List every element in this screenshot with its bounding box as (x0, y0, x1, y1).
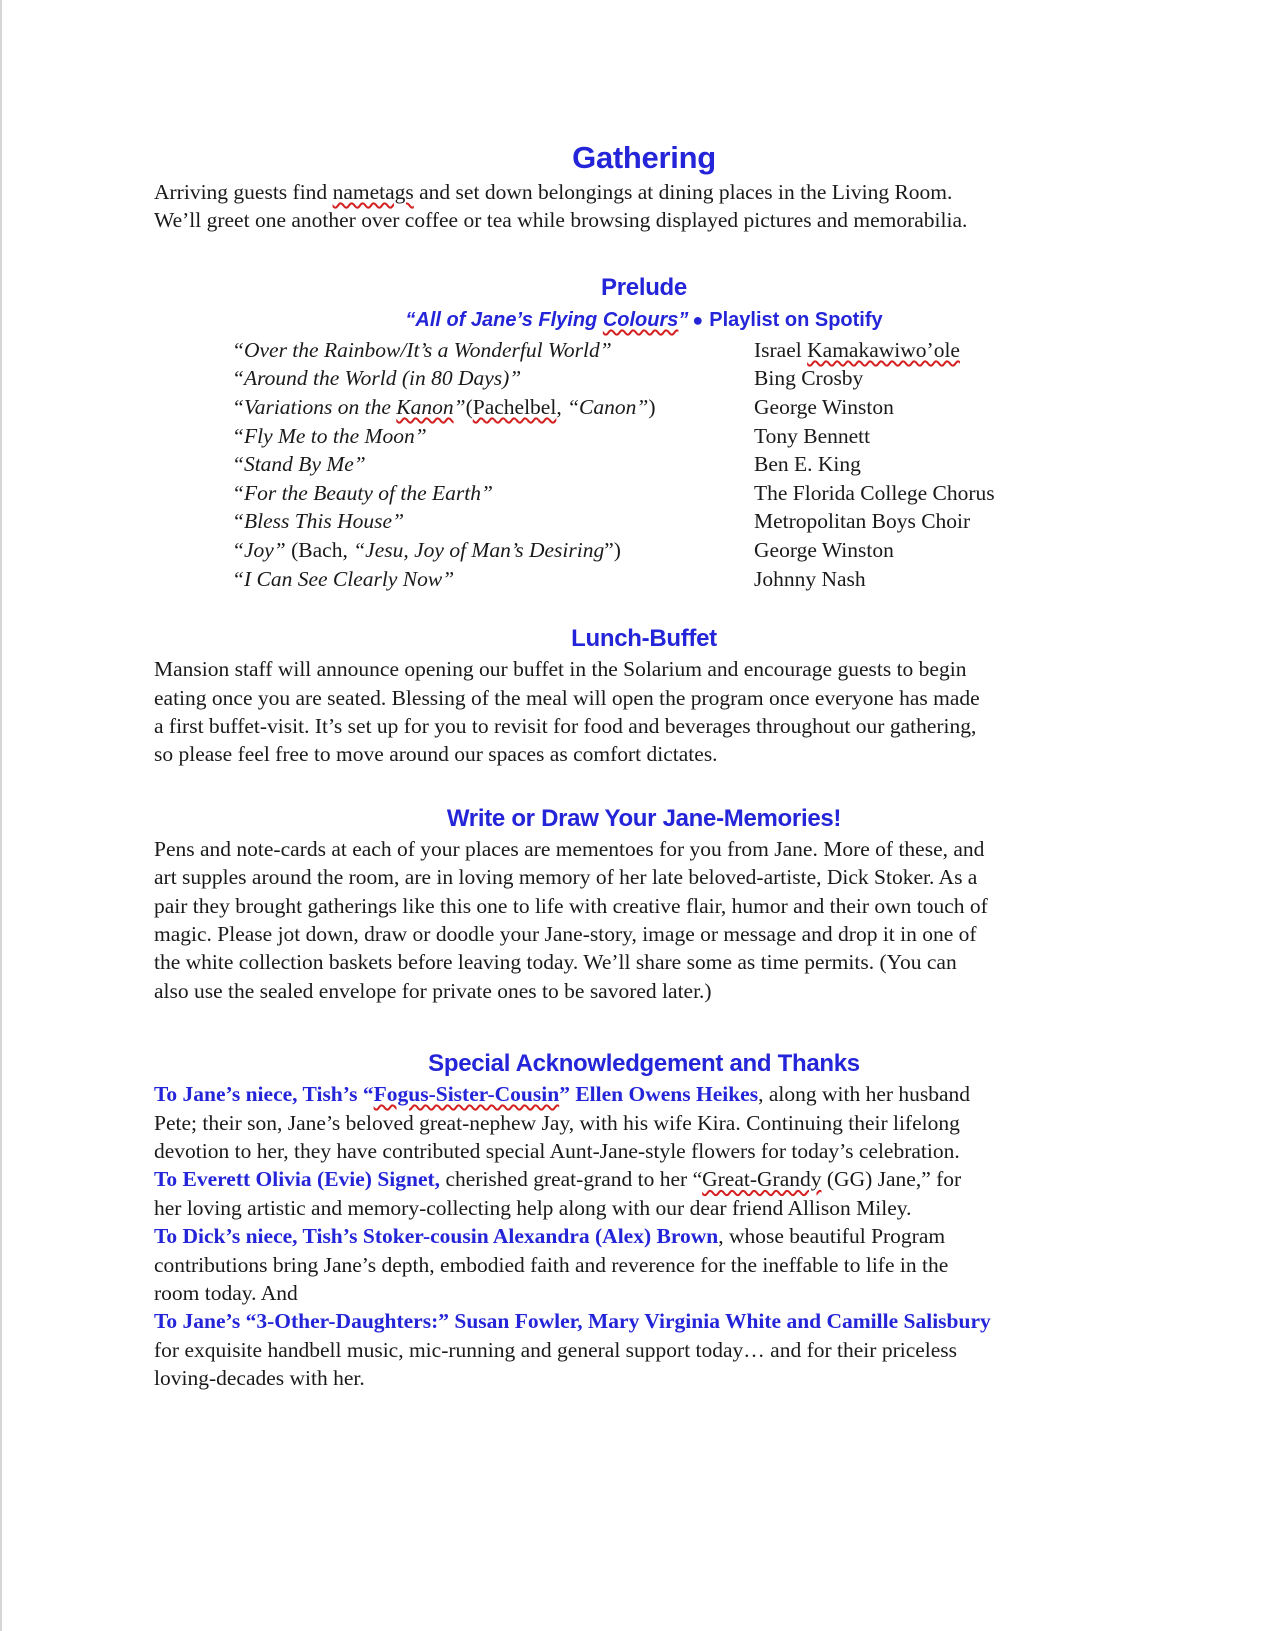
thanks-text: devotion to her, they have contributed special Aunt-Jane-style flowers for today’s celebration. (154, 1139, 960, 1164)
spell-flag-fogus: Fogus-Sister-Cousin (373, 1082, 560, 1107)
song-artist: Metropolitan Boys Choir (754, 509, 971, 534)
lunch-paragraph (154, 655, 1134, 769)
thanks-text: (GG) Jane,” for (821, 1167, 962, 1192)
song-title: “For the Beauty of the Earth” (232, 480, 493, 505)
song-title-c: ” (453, 395, 466, 419)
song-row (232, 364, 1134, 393)
memories-line: art supples around the room, are in loving memory of her late beloved-artiste, Dick Stoker. As a (154, 865, 978, 890)
heading-thanks: Special Acknowledgement and Thanks (428, 1050, 860, 1078)
spell-flag-colours: Colours (602, 308, 679, 331)
song-artist: George Winston (754, 537, 894, 562)
song-artist-a: Israel (754, 337, 808, 362)
thanks-paragraph-heikes (154, 1080, 1134, 1165)
song-artist: Tony Bennett (754, 423, 871, 448)
thanks-text: loving-decades with her. (154, 1366, 365, 1391)
heading-memories: Write or Draw Your Jane-Memories! (446, 804, 842, 832)
document-page (154, 130, 1134, 1393)
song-title: “Around the World (in 80 Days)” (232, 366, 522, 391)
memories-paragraph (154, 835, 1134, 1005)
lunch-line: a first buffet-visit. It’s set up for you to revisit for food and beverages throughout our gathering, (154, 713, 977, 738)
song-artist: The Florida College Chorus (754, 480, 995, 505)
thanks-text: for exquisite handbell music, mic-running and general support today… and for their priceless (154, 1337, 958, 1362)
spell-flag-kanon: Kanon (396, 395, 454, 419)
memories-line: magic. Please jot down, draw or doodle your Jane-story, image or message and drop it in one of (154, 922, 977, 946)
heading-prelude: Prelude (601, 273, 687, 301)
song-title-d: ”) (604, 537, 621, 562)
song-title (232, 536, 754, 565)
song-title-g: “Canon” (567, 395, 649, 419)
gathering-line1-c: and set down belongings at dining places in the Living Room. (413, 180, 953, 204)
playlist-label: Playlist on Spotify (709, 308, 883, 331)
song-title: “Fly Me to the Moon” (232, 423, 427, 448)
memories-line: also use the sealed envelope for private ones to be savored later.) (154, 978, 712, 1003)
song-title-a: “Joy” (232, 537, 286, 562)
heading-lunch-buffet: Lunch-Buffet (571, 625, 717, 653)
spell-flag-nametags: nametags (332, 180, 414, 204)
spell-flag-kamakawiwoole: Kamakawiwo’ole (807, 337, 960, 362)
memories-line: the white collection baskets before leaving today. We’ll share some as time permits. (You can (154, 950, 957, 975)
song-title-d: ( (465, 395, 473, 419)
thanks-section (154, 1080, 1134, 1392)
song-title: “Over the Rainbow/It’s a Wonderful World” (232, 337, 612, 362)
song-row (232, 536, 1134, 565)
song-title-h: ) (648, 395, 656, 419)
song-title: “Bless This House” (232, 509, 405, 534)
song-row (232, 565, 1134, 594)
memories-line: Pens and note-cards at each of your places are mementoes for you from Jane. More of these, and (154, 836, 985, 861)
song-row (232, 422, 1134, 451)
playlist-line (154, 306, 1134, 334)
thanks-paragraph-brown (154, 1222, 1134, 1307)
song-artist (754, 336, 960, 365)
song-title-f: , (556, 395, 568, 419)
song-title (232, 393, 754, 422)
lunch-line: so please feel free to move around our spaces as comfort dictates. (154, 742, 718, 767)
lunch-line: eating once you are seated. Blessing of the meal will open the program once everyone has made (154, 685, 980, 710)
thanks-text: cherished great-grand to her “ (440, 1167, 703, 1192)
lunch-line: Mansion staff will announce opening our buffet in the Solarium and encourage guests to begin (154, 657, 967, 682)
song-title-c: “Jesu, Joy of Man’s Desiring (353, 537, 605, 562)
song-row (232, 479, 1134, 508)
spell-flag-pachelbel: Pachelbel (472, 395, 557, 419)
thanks-paragraph-daughters (154, 1307, 1134, 1392)
gathering-paragraph (154, 178, 1134, 235)
thanks-text: , whose beautiful Program (718, 1224, 946, 1249)
song-artist: Ben E. King (754, 452, 861, 477)
page-edge (0, 0, 2, 1631)
song-row (232, 336, 1134, 365)
playlist-title-c: ” (678, 308, 689, 331)
song-row (232, 393, 1134, 422)
thanks-paragraph-evie (154, 1165, 1134, 1222)
bullet-icon: ● (692, 309, 704, 330)
song-row (232, 507, 1134, 536)
thanks-text: Pete; their son, Jane’s beloved great-nephew Jay, with his wife Kira. Continuing their lifelong (154, 1110, 960, 1135)
song-title: “Stand By Me” (232, 452, 366, 477)
song-row (232, 450, 1134, 479)
thanks-text: her loving artistic and memory-collecting help along with our dear friend Allison Miley. (154, 1195, 912, 1220)
song-title: “I Can See Clearly Now” (232, 566, 455, 591)
thanks-text: contributions bring Jane’s depth, embodied faith and reverence for the ineffable to life in the (154, 1252, 949, 1277)
thanks-name: To Jane’s “3-Other-Daughters:” Susan Fowler, Mary Virginia White and Camille Salisbury (154, 1309, 991, 1334)
song-title-a: “Variations on the (232, 395, 397, 419)
thanks-name-a: To Jane’s niece, Tish’s “ (154, 1082, 374, 1107)
gathering-line1-a: Arriving guests find (154, 180, 333, 204)
thanks-text: room today. And (154, 1281, 298, 1306)
song-title-b: (Bach, (285, 537, 354, 562)
thanks-text: , along with her husband (758, 1082, 971, 1107)
thanks-name: To Dick’s niece, Tish’s Stoker-cousin Alexandra (Alex) Brown (154, 1224, 719, 1249)
thanks-name: To Everett Olivia (Evie) Signet, (154, 1167, 441, 1192)
heading-gathering: Gathering (572, 140, 716, 175)
memories-line: pair they brought gatherings like this one to life with creative flair, humor and their own touch of (154, 893, 988, 918)
song-artist: George Winston (754, 395, 894, 419)
gathering-line2: We’ll greet one another over coffee or tea while browsing displayed pictures and memorabilia. (154, 208, 968, 233)
thanks-name-c: ” Ellen Owens Heikes (559, 1082, 759, 1107)
song-artist: Johnny Nash (754, 566, 866, 591)
playlist-title-a: “All of Jane’s Flying (405, 308, 603, 331)
spell-flag-great-grandy: Great-Grandy (702, 1167, 822, 1192)
song-artist: Bing Crosby (754, 366, 864, 391)
song-list (232, 336, 1134, 593)
